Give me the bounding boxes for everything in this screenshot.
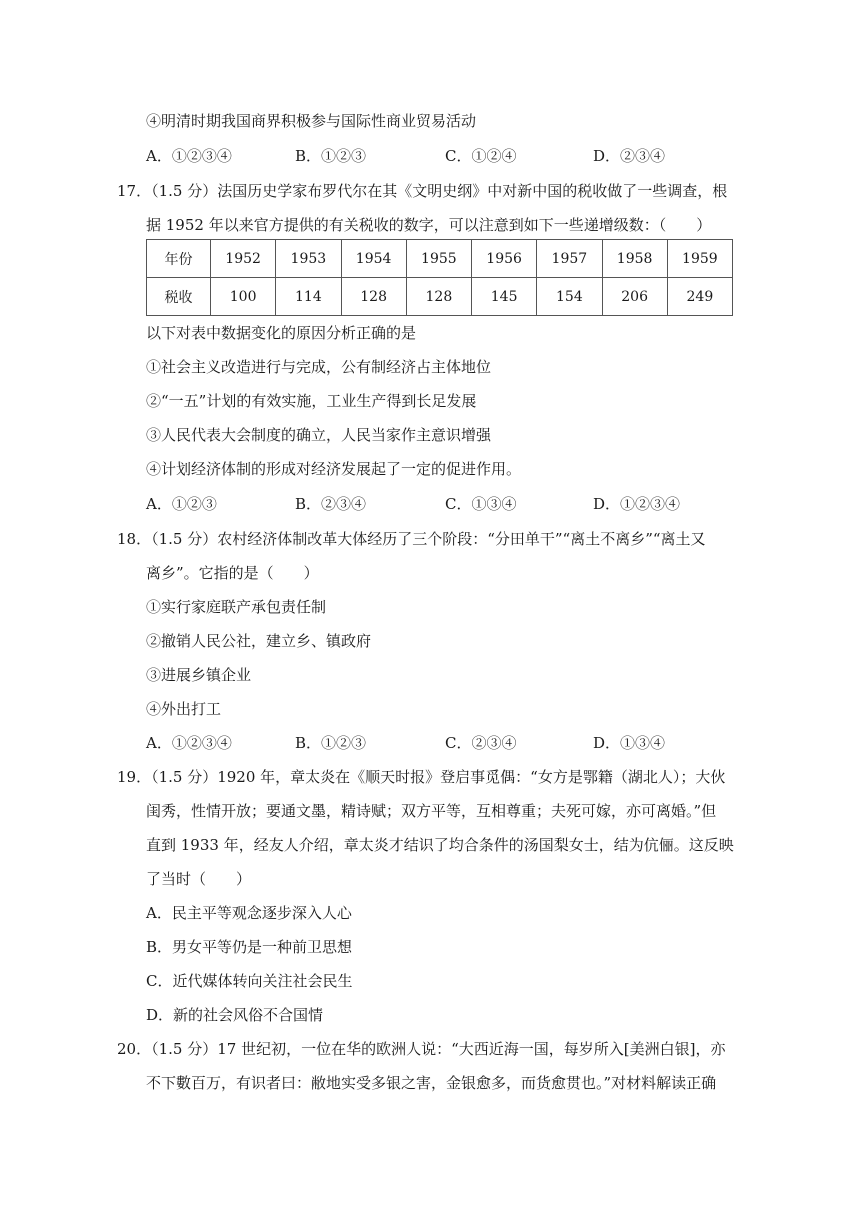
table-row-tax	[147, 278, 733, 316]
table-cell-year: 1957	[537, 240, 602, 278]
table-cell-year-label: 年份	[147, 240, 211, 278]
q18-item-4: ④外出打工	[146, 700, 222, 718]
table-cell-tax-label: 税收	[147, 278, 211, 316]
q18-stem-line1: 18．（1.5 分）农村经济体制改革大体经历了三个阶段：“分田单干”“离土不离乡”“离土又	[117, 530, 706, 548]
table-cell-tax: 114	[276, 278, 341, 316]
table-cell-tax: 206	[602, 278, 667, 316]
q20-stem-line2: 不下數百万，有识者曰：敝地实受多银之害，金银愈多，而货愈贯也。”对材料解读正确	[146, 1074, 717, 1092]
table-cell-year: 1958	[602, 240, 667, 278]
q17-option-c[interactable]: C．①③④	[445, 495, 517, 513]
q17-option-b[interactable]: B．②③④	[295, 495, 367, 513]
q18-option-b[interactable]: B．①②③	[295, 734, 367, 752]
q18-option-a[interactable]: A．①②③④	[146, 734, 232, 752]
q17-item-4: ④计划经济体制的形成对经济发展起了一定的促进作用。	[146, 460, 522, 478]
q19-option-c[interactable]: C．近代媒体转向关注社会民生	[146, 972, 353, 990]
q19-option-a[interactable]: A．民主平等观念逐步深入人心	[146, 904, 352, 922]
table-cell-year: 1953	[276, 240, 341, 278]
table-cell-tax: 145	[472, 278, 537, 316]
q16-option-b[interactable]: B．①②③	[295, 147, 367, 165]
table-cell-tax: 128	[406, 278, 471, 316]
q18-stem-line2: 离乡”。它指的是（ ）	[146, 564, 319, 582]
q19-option-b[interactable]: B．男女平等仍是一种前卫思想	[146, 938, 353, 956]
q17-item-1: ①社会主义改造进行与完成，公有制经济占主体地位	[146, 358, 492, 376]
table-cell-tax: 249	[667, 278, 732, 316]
q19-option-d[interactable]: D．新的社会风俗不合国情	[146, 1006, 324, 1024]
q16-option-a[interactable]: A．①②③④	[146, 147, 232, 165]
q17-question: 以下对表中数据变化的原因分析正确的是	[146, 324, 417, 342]
table-row-years	[147, 240, 733, 278]
q17-stem-line1: 17．（1.5 分）法国历史学家布罗代尔在其《文明史纲》中对新中国的税收做了一些调查，根	[117, 182, 728, 200]
table-cell-year: 1955	[406, 240, 471, 278]
table-cell-tax: 100	[211, 278, 276, 316]
q16-option-c[interactable]: C．①②④	[445, 147, 517, 165]
tax-table	[146, 239, 733, 316]
q16-item-4: ④明清时期我国商界积极参与国际性商业贸易活动	[146, 112, 477, 130]
q18-option-d[interactable]: D．①③④	[593, 734, 666, 752]
q18-item-2: ②撤销人民公社，建立乡、镇政府	[146, 632, 372, 650]
table-cell-year: 1959	[667, 240, 732, 278]
q19-stem-line3: 直到 1933 年，经友人介绍，章太炎才结识了均合条件的汤国梨女士，结为伉俪。这反映	[146, 836, 734, 854]
q19-stem-line1: 19．（1.5 分）1920 年，章太炎在《顺天时报》登启事觅偶：“女方是鄂籍（湖北人）；大伙	[117, 768, 726, 786]
q17-option-d[interactable]: D．①②③④	[593, 495, 681, 513]
q18-item-3: ③进展乡镇企业	[146, 666, 252, 684]
table-cell-tax: 128	[341, 278, 406, 316]
q20-stem-line1: 20．（1.5 分）17 世纪初，一位在华的欧洲人说：“大西近海一国，每岁所入[美洲白银]，亦	[117, 1040, 726, 1058]
q18-item-1: ①实行家庭联产承包责任制	[146, 598, 327, 616]
q18-option-c[interactable]: C．②③④	[445, 734, 517, 752]
table-cell-year: 1954	[341, 240, 406, 278]
q17-option-a[interactable]: A．①②③	[146, 495, 217, 513]
q19-stem-line2: 闺秀，性情开放；要通文墨，精诗赋；双方平等，互相尊重；夫死可嫁，亦可离婚。”但	[146, 802, 717, 820]
table-cell-tax: 154	[537, 278, 602, 316]
q16-option-d[interactable]: D．②③④	[593, 147, 666, 165]
q19-stem-line4: 了当时（ ）	[146, 870, 252, 888]
q17-item-3: ③人民代表大会制度的确立，人民当家作主意识增强	[146, 426, 492, 444]
table-cell-year: 1956	[472, 240, 537, 278]
q17-stem-line2: 据 1952 年以来官方提供的有关税收的数字，可以注意到如下一些递增级数：（ ）	[146, 216, 712, 234]
table-cell-year: 1952	[211, 240, 276, 278]
q17-item-2: ②“一五”计划的有效实施，工业生产得到长足发展	[146, 392, 477, 410]
